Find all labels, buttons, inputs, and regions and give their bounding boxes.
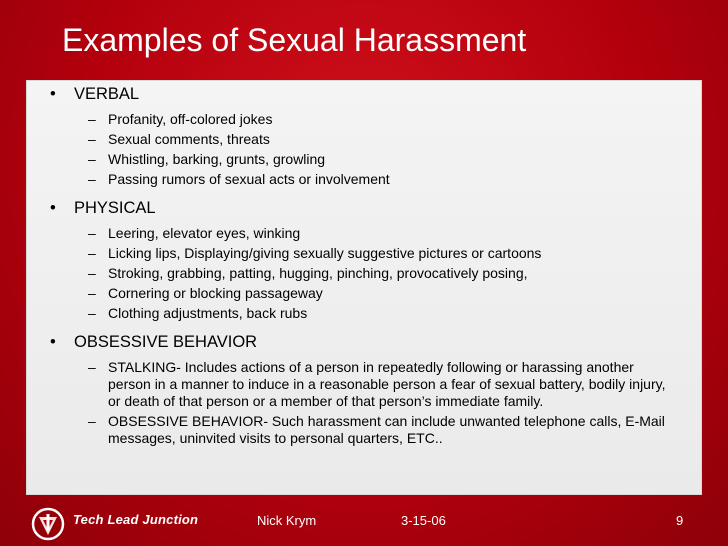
list-item <box>26 245 702 262</box>
dash-icon: – <box>88 265 96 281</box>
dash-icon: – <box>88 285 96 301</box>
list-item-text: Leering, elevator eyes, winking <box>108 225 301 241</box>
list-item-text: STALKING- Includes actions of a person in repeatedly following or harassing another person in a manner to induce in a reasonable person a fear of sexual battery, bodily injury, or death of that person or a member of that person’s immediate family. <box>108 359 666 409</box>
slide-title: Examples of Sexual Harassment <box>62 22 527 58</box>
footer-author: Nick Krym <box>257 513 317 528</box>
list-item-text: Licking lips, Displaying/giving sexually suggestive pictures or cartoons <box>108 245 542 261</box>
list-item <box>26 225 702 242</box>
section-verbal <box>26 84 702 104</box>
content-panel <box>26 80 702 495</box>
brand-name: Tech Lead Junction <box>73 512 199 527</box>
dash-icon: – <box>88 151 96 167</box>
list-item-text: Sexual comments, threats <box>108 131 270 147</box>
section-physical <box>26 198 702 218</box>
section-heading: VERBAL <box>74 85 140 103</box>
list-item-text: Cornering or blocking passageway <box>108 285 323 301</box>
bullet-icon: • <box>50 199 56 217</box>
list-item-text: Profanity, off-colored jokes <box>108 111 273 127</box>
section-heading: PHYSICAL <box>74 199 156 217</box>
dash-icon: – <box>88 359 96 375</box>
dash-icon: – <box>88 225 96 241</box>
list-item <box>26 359 702 410</box>
section-obsessive-behavior <box>26 332 702 352</box>
list-item <box>26 111 702 128</box>
dash-icon: – <box>88 111 96 127</box>
list-item <box>26 171 702 188</box>
dash-icon: – <box>88 171 96 187</box>
slide-footer <box>0 500 728 546</box>
list-item-text: Clothing adjustments, back rubs <box>108 305 308 321</box>
list-item-text: Passing rumors of sexual acts or involvement <box>108 171 390 187</box>
page-number: 9 <box>676 513 684 528</box>
list-item-text: Whistling, barking, grunts, growling <box>108 151 326 167</box>
list-item <box>26 413 702 447</box>
footer-date: 3-15-06 <box>401 513 446 528</box>
bullet-icon: • <box>50 85 56 103</box>
list-item <box>26 265 702 282</box>
dash-icon: – <box>88 305 96 321</box>
tech-lead-junction-logo-icon <box>30 506 66 542</box>
list-item <box>26 285 702 302</box>
list-item <box>26 305 702 322</box>
section-heading: OBSESSIVE BEHAVIOR <box>74 333 258 351</box>
dash-icon: – <box>88 413 96 429</box>
list-item <box>26 131 702 148</box>
list-item-text: Stroking, grabbing, patting, hugging, pinching, provocatively posing, <box>108 265 528 281</box>
list-item <box>26 151 702 168</box>
bullet-list <box>26 80 702 446</box>
dash-icon: – <box>88 131 96 147</box>
bullet-icon: • <box>50 333 56 351</box>
dash-icon: – <box>88 245 96 261</box>
list-item-text: OBSESSIVE BEHAVIOR- Such harassment can include unwanted telephone calls, E-Mail messages, uninvited visits to personal quarters, ETC.. <box>108 413 665 446</box>
